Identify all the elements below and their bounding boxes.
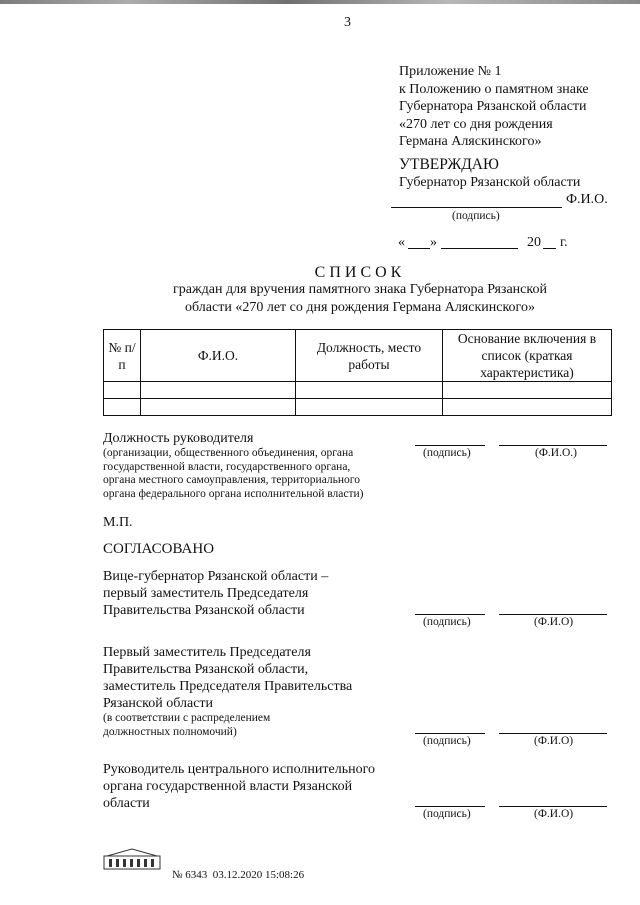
date-year-line: [543, 248, 556, 249]
signatory-sign-caption: (подпись): [423, 808, 471, 820]
list-subtitle-line: области «270 лет со дня рождения Германа Аляскинского»: [185, 300, 535, 315]
head-fio-caption: (Ф.И.О.): [535, 447, 577, 459]
appendix-line: Германа Аляскинского»: [399, 134, 542, 149]
head-sign-caption: (подпись): [423, 447, 471, 459]
signatory-note: должностных полномочий): [103, 725, 237, 738]
signatory-signature-line: [415, 614, 485, 615]
signatory-line: Рязанской области: [103, 696, 214, 711]
list-subtitle-line: граждан для вручения памятного знака Губернатора Рязанской: [173, 282, 547, 297]
signatory-line: Правительства Рязанской области: [103, 603, 305, 618]
list-title: СПИСОК: [314, 264, 406, 281]
head-block: [103, 430, 364, 501]
registry-stamp-icon: [103, 848, 161, 870]
signatory-fio-line: [499, 614, 607, 615]
table-cell: [443, 382, 612, 399]
approval-block: [399, 156, 580, 191]
signatory-sign-caption: (подпись): [423, 616, 471, 628]
page-number: 3: [344, 15, 351, 30]
list-subtitle: [120, 281, 600, 317]
signatory-fio-caption: (Ф.И.О): [534, 616, 574, 628]
head-title: Должность руководителя: [103, 431, 254, 446]
signatory-sign-caption: (подпись): [423, 735, 471, 747]
table-cell: [141, 382, 296, 399]
date-quote-close: »: [430, 235, 437, 250]
signatory-fio-caption: (Ф.И.О): [534, 735, 574, 747]
signatory-signature-line: [415, 806, 485, 807]
signatory-line: Первый заместитель Председателя: [103, 645, 311, 660]
signatory-note: (в соответствии с распределением: [103, 712, 271, 724]
table-cell: [104, 382, 141, 399]
head-detail: органа федерального органа исполнительной власти): [103, 487, 364, 500]
approval-title: УТВЕРЖДАЮ: [399, 156, 499, 173]
header-position: Должность, место работы: [296, 330, 443, 382]
date-year-prefix: 20: [527, 235, 541, 250]
approval-fio: Ф.И.О.: [566, 192, 608, 207]
signatory-line: Вице-губернатор Рязанской области –: [103, 569, 329, 584]
head-detail: (организации, общественного объединения, органа: [103, 447, 354, 459]
table-cell: [443, 399, 612, 416]
signatory-line: области: [103, 796, 150, 811]
table-cell: [104, 399, 141, 416]
seal-mark: М.П.: [103, 515, 133, 530]
table-cell: [141, 399, 296, 416]
registration-footer: [172, 869, 304, 881]
table-row: [104, 382, 612, 399]
agreed-title: СОГЛАСОВАНО: [103, 541, 215, 557]
appendix-line: к Положению о памятном знаке: [399, 81, 589, 97]
signatory-fio-line: [499, 806, 607, 807]
table-cell: [296, 382, 443, 399]
table-cell: [296, 399, 443, 416]
signatory-line: органа государственной власти Рязанской: [103, 779, 353, 794]
signatory-line: Правительства Рязанской области,: [103, 662, 309, 677]
signatory-line: первый заместитель Председателя: [103, 586, 309, 601]
registration-number: № 6343: [172, 869, 208, 881]
date-year-suffix: г.: [560, 235, 568, 250]
scan-artifact: [0, 0, 640, 4]
table-row: [104, 399, 612, 416]
head-fio-line: [499, 445, 607, 446]
signatory-block: [103, 568, 328, 619]
signatory-fio-line: [499, 733, 607, 734]
signatory-block: [103, 644, 352, 739]
signatory-block: [103, 761, 375, 812]
head-signature-line: [415, 445, 485, 446]
approval-governor: Губернатор Рязанской области: [399, 174, 581, 190]
header-fio: Ф.И.О.: [141, 330, 296, 382]
head-detail: государственной власти, государственного органа,: [103, 460, 351, 473]
date-month-line: [441, 248, 518, 249]
date-day-line: [408, 248, 430, 249]
appendix-line: Губернатора Рязанской области: [399, 99, 587, 114]
appendix-line: Приложение № 1: [399, 64, 502, 79]
appendix-line: «270 лет со дня рождения: [399, 116, 553, 132]
header-number: № п/п: [104, 330, 141, 382]
signatory-line: Руководитель центрального исполнительного: [103, 762, 375, 777]
recipients-table: [103, 329, 612, 416]
signatory-fio-caption: (Ф.И.О): [534, 808, 574, 820]
appendix-block: [399, 63, 589, 151]
approval-signature-caption: (подпись): [452, 210, 500, 222]
approval-signature-line: [391, 207, 562, 208]
date-quote-open: «: [398, 235, 405, 250]
signatory-signature-line: [415, 733, 485, 734]
signatory-line: заместитель Председателя Правительства: [103, 679, 353, 694]
table-header-row: [104, 330, 612, 382]
head-detail: органа местного самоуправления, территориального: [103, 474, 360, 486]
registration-timestamp: 03.12.2020 15:08:26: [212, 869, 305, 881]
header-basis: Основание включения в список (краткая характеристика): [443, 330, 612, 382]
